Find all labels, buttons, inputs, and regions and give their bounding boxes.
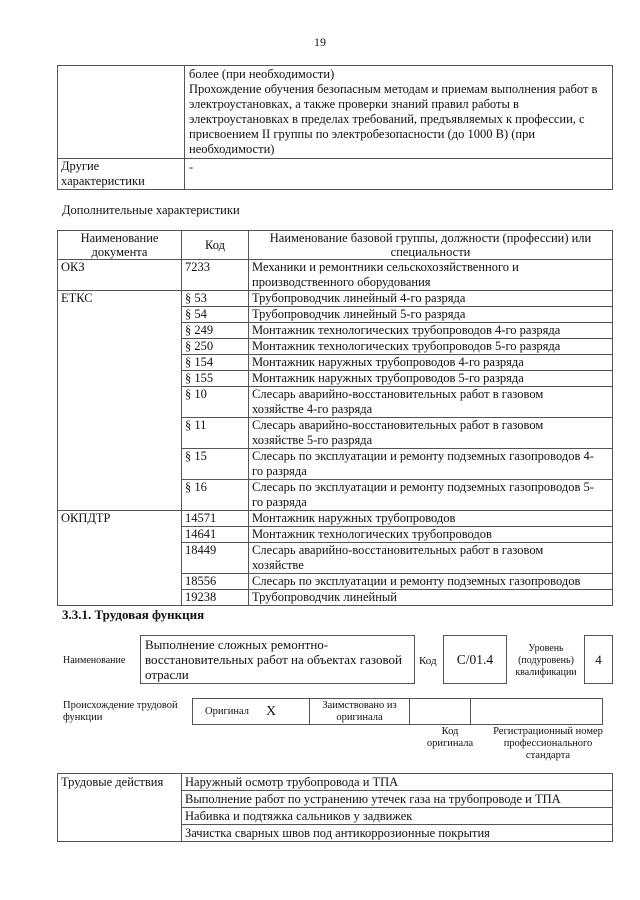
header-line: документа — [91, 245, 148, 259]
caption-line: оригинала — [426, 738, 474, 749]
text-line: необходимости) — [189, 142, 275, 156]
table-row — [58, 260, 613, 291]
name-cell — [249, 449, 613, 480]
additional-characteristics-table — [57, 230, 613, 606]
code-cell: § 249 — [182, 323, 249, 339]
name-cell: Монтажник наружных трубопроводов 5-го разряда — [249, 371, 613, 387]
code-cell: 14641 — [182, 527, 249, 543]
name-cell: Трубопроводчик линейный 4-го разряда — [249, 291, 613, 307]
name-line: Слесарь аварийно-восстановительных работ в газовом — [252, 543, 544, 557]
qualification-level-box: 4 — [584, 635, 613, 684]
code-cell: 18556 — [182, 574, 249, 590]
name-cell — [249, 480, 613, 511]
labor-function-heading: 3.3.1. Трудовая функция — [62, 607, 205, 622]
header-line: Наименование — [80, 231, 159, 245]
label-line: функции — [63, 712, 103, 723]
doc-cell: ОКЗ — [58, 260, 182, 291]
label-line: квалификации — [515, 667, 577, 678]
requirements-table-continuation — [57, 65, 613, 190]
label-line: характеристики — [61, 174, 145, 188]
caption-line: стандарта — [525, 750, 571, 761]
code-cell: § 155 — [182, 371, 249, 387]
table-header-row — [58, 231, 613, 260]
name-cell: Слесарь по эксплуатации и ремонту подземных газопроводов — [249, 574, 613, 590]
caption-line: Регистрационный номер — [493, 726, 603, 737]
code-cell: 14571 — [182, 511, 249, 527]
code-cell: § 10 — [182, 387, 249, 418]
page-number: 19 — [314, 35, 326, 49]
labor-action-item: Набивка и подтяжка сальников у задвижек — [182, 808, 613, 825]
code-cell: § 54 — [182, 307, 249, 323]
caption-line: Код — [441, 726, 459, 737]
additional-characteristics-title: Дополнительные характеристики — [62, 203, 240, 217]
label-line: Уровень — [528, 643, 564, 654]
name-line: Слесарь по эксплуатации и ремонту подземных газопроводов 5- — [252, 480, 594, 494]
origin-code-cell — [410, 699, 471, 725]
name-cell: Монтажник технологических трубопроводов 5-го разряда — [249, 339, 613, 355]
name-line: хозяйстве — [252, 558, 304, 572]
name-cell: Трубопроводчик линейный 5-го разряда — [249, 307, 613, 323]
labor-action-item: Наружный осмотр трубопровода и ТПА — [182, 774, 613, 791]
labor-action-item: Выполнение работ по устранению утечек газа на трубопроводе и ТПА — [182, 791, 613, 808]
name-cell — [249, 418, 613, 449]
table-row — [58, 774, 613, 791]
labor-actions-table — [57, 773, 613, 842]
name-cell: Монтажник наружных трубопроводов 4-го разряда — [249, 355, 613, 371]
name-line: хозяйстве 5-го разряда — [252, 433, 373, 447]
header-code: Код — [182, 231, 249, 260]
level-label — [510, 643, 582, 679]
name-line: Выполнение сложных ремонтно- — [145, 637, 329, 652]
name-line: го разряда — [252, 495, 307, 509]
code-label: Код — [419, 655, 437, 667]
label-line: оригинала — [336, 711, 383, 723]
code-cell: § 154 — [182, 355, 249, 371]
header-line: Наименование базовой группы, должности (профессии) или — [269, 231, 592, 245]
code-cell: § 15 — [182, 449, 249, 480]
text-line: присвоением II группы по электробезопасности (до 1000 В) (при — [189, 127, 536, 141]
label-line: (подуровень) — [518, 655, 574, 666]
name-line: го разряда — [252, 464, 307, 478]
text-line: электроустановках, а также проверки знаний правил работы в — [189, 97, 519, 111]
code-cell: § 11 — [182, 418, 249, 449]
doc-cell: ОКПДТР — [58, 511, 182, 606]
code-cell: 19238 — [182, 590, 249, 606]
origin-reg-caption — [484, 726, 612, 762]
labor-function-code-box: C/01.4 — [443, 635, 507, 684]
name-line: производственного оборудования — [252, 275, 431, 289]
doc-cell: ЕТКС — [58, 291, 182, 511]
header-line: специальности — [390, 245, 471, 259]
text-line: более (при необходимости) — [189, 67, 335, 81]
header-document — [58, 231, 182, 260]
code-cell: § 53 — [182, 291, 249, 307]
code-cell: 18449 — [182, 543, 249, 574]
name-cell — [249, 387, 613, 418]
caption-line: профессионального — [503, 738, 593, 749]
table-row — [58, 159, 613, 190]
label-line: Происхождение трудовой — [63, 700, 178, 711]
text-line: Прохождение обучения безопасным методам и приемам выполнения работ в — [189, 82, 598, 96]
name-cell: Монтажник наружных трубопроводов — [249, 511, 613, 527]
name-label: Наименование — [63, 655, 126, 666]
table-row — [58, 511, 613, 527]
table-row — [58, 291, 613, 307]
label-line: Другие — [61, 159, 100, 173]
name-cell: Монтажник технологических трубопроводов 4-го разряда — [249, 323, 613, 339]
table-row — [193, 699, 603, 725]
origin-code-caption — [420, 726, 480, 750]
name-line: хозяйстве 4-го разряда — [252, 402, 373, 416]
labor-actions-label: Трудовые действия — [58, 774, 182, 842]
origin-reg-number-cell — [471, 699, 603, 725]
name-line: Механики и ремонтники сельскохозяйственного и — [252, 260, 519, 274]
name-cell: Трубопроводчик линейный — [249, 590, 613, 606]
code-cell: § 16 — [182, 480, 249, 511]
header-name — [249, 231, 613, 260]
origin-mark: X — [263, 699, 310, 725]
origin-borrowed-label — [310, 699, 410, 725]
name-cell — [249, 543, 613, 574]
origin-label — [63, 700, 178, 724]
labor-function-name-box — [140, 635, 415, 684]
name-line: Слесарь аварийно-восстановительных работ в газовом — [252, 387, 544, 401]
name-cell — [249, 260, 613, 291]
name-line: Слесарь аварийно-восстановительных работ в газовом — [252, 418, 544, 432]
table-row — [58, 66, 613, 159]
code-cell: 7233 — [182, 260, 249, 291]
name-line: Слесарь по эксплуатации и ремонту подземных газопроводов 4- — [252, 449, 594, 463]
row-label-empty — [58, 66, 185, 159]
name-cell: Монтажник технологических трубопроводов — [249, 527, 613, 543]
labor-action-item: Зачистка сварных швов под антикоррозионные покрытия — [182, 825, 613, 842]
origin-table — [192, 698, 603, 725]
code-cell: § 250 — [182, 339, 249, 355]
label-line: Заимствовано из — [322, 699, 397, 711]
name-line: отрасли — [145, 667, 189, 682]
requirements-text — [185, 66, 613, 159]
name-line: восстановительных работ на объектах газовой — [145, 652, 402, 667]
other-characteristics-label — [58, 159, 185, 190]
other-characteristics-value: - — [185, 159, 613, 190]
text-line: электроустановках в пределах требований, предъявляемых к профессии, с — [189, 112, 585, 126]
origin-original-label: Оригинал — [193, 699, 264, 725]
